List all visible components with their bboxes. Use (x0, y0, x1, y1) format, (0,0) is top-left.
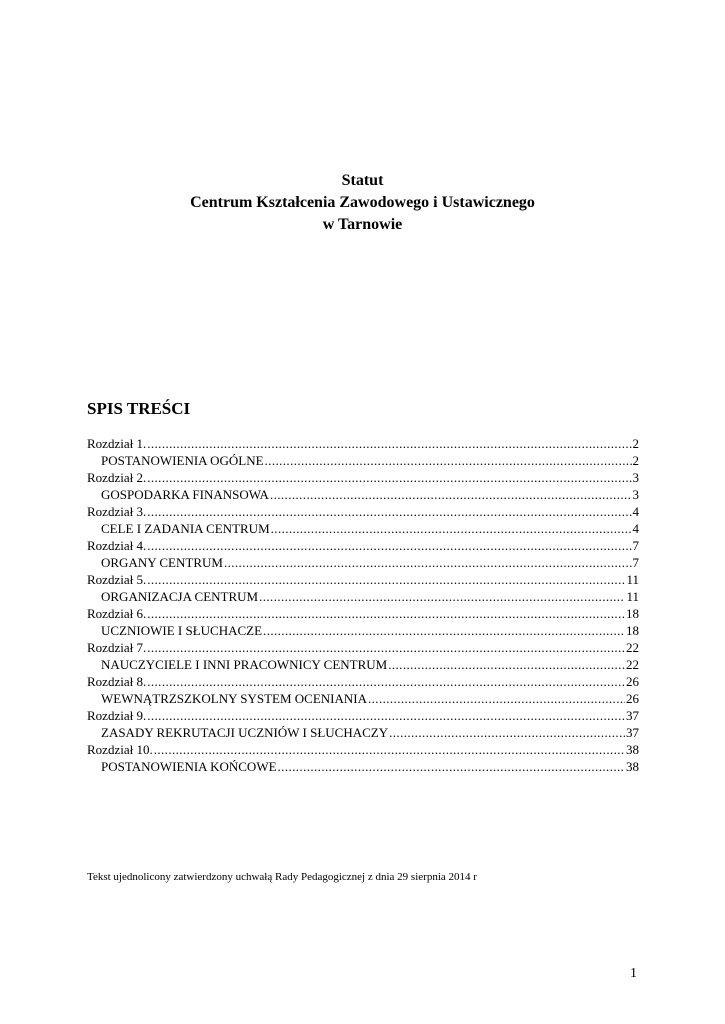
toc-entry-page: 22 (626, 640, 639, 655)
toc-entry-label: Rozdział 8. (87, 674, 147, 689)
toc-entry-label: Rozdział 1. (87, 436, 147, 451)
toc-dot-leader (147, 571, 625, 588)
toc-entry-page: 38 (626, 759, 639, 774)
toc-entry-page: 26 (626, 674, 639, 689)
toc-entry-label: Rozdział 4. (87, 538, 147, 553)
toc-entry-label: ORGANIZACJA CENTRUM (101, 589, 259, 604)
toc-entry-page: 18 (626, 623, 639, 638)
toc-entry-postanowienia-koncowe[interactable] (87, 758, 639, 775)
toc-entry-label: ZASADY REKRUTACJI UCZNIÓW I SŁUCHACZY (101, 725, 389, 740)
toc-dot-leader (265, 452, 632, 469)
toc-dot-leader (147, 537, 631, 554)
toc-dot-leader (388, 656, 625, 673)
toc-dot-leader (263, 622, 625, 639)
toc-entry-page: 2 (632, 453, 639, 468)
toc-entry-chapter-2[interactable] (87, 469, 639, 486)
toc-entry-gospodarka-finansowa[interactable] (87, 486, 639, 503)
toc-heading: SPIS TREŚCI (87, 399, 191, 418)
toc-entry-label: GOSPODARKA FINANSOWA (101, 487, 269, 502)
toc-entry-page: 37 (626, 725, 639, 740)
toc-entry-chapter-8[interactable] (87, 673, 639, 690)
toc-dot-leader (147, 707, 625, 724)
toc-entry-organizacja-centrum[interactable] (87, 588, 639, 605)
toc-entry-chapter-5[interactable] (87, 571, 639, 588)
toc-dot-leader (147, 673, 625, 690)
toc-entry-chapter-6[interactable] (87, 605, 639, 622)
toc-entry-organy-centrum[interactable] (87, 554, 639, 571)
toc-entry-label: POSTANOWIENIA KOŃCOWE (101, 759, 277, 774)
toc-entry-page: 18 (626, 606, 639, 621)
toc-dot-leader (147, 605, 625, 622)
toc-entry-page: 4 (632, 504, 639, 519)
toc-dot-leader (270, 486, 632, 503)
toc-entry-zasady-rekrutacji[interactable] (87, 724, 639, 741)
toc-entry-postanowienia-ogolne[interactable] (87, 452, 639, 469)
toc-dot-leader (368, 690, 625, 707)
toc-entry-page: 22 (626, 657, 639, 672)
title-line-statut: Statut (341, 172, 384, 189)
toc-entry-page: 37 (626, 708, 639, 723)
toc-entry-label: POSTANOWIENIA OGÓLNE (101, 453, 264, 468)
toc-entry-label: Rozdział 6. (87, 606, 147, 621)
title-line-institution: Centrum Kształcenia Zawodowego i Ustawicznego (190, 194, 535, 211)
toc-entry-page: 7 (632, 555, 639, 570)
toc-entry-page: 38 (626, 742, 639, 757)
toc-entry-label: UCZNIOWIE I SŁUCHACZE (101, 623, 263, 638)
approval-note: Tekst ujednolicony zatwierdzony uchwałą Rady Pedagogicznej z dnia 29 sierpnia 2014 r (87, 871, 477, 883)
page-number: 1 (630, 966, 637, 981)
table-of-contents (87, 435, 639, 775)
toc-dot-leader (224, 554, 632, 571)
toc-dot-leader (154, 741, 625, 758)
toc-entry-cele-i-zadania[interactable] (87, 520, 639, 537)
toc-dot-leader (389, 724, 625, 741)
toc-entry-label: Rozdział 3. (87, 504, 147, 519)
toc-entry-label: Rozdział 7. (87, 640, 147, 655)
toc-entry-page: 4 (632, 521, 639, 536)
toc-dot-leader (147, 469, 631, 486)
toc-entry-chapter-1[interactable] (87, 435, 639, 452)
toc-entry-label: WEWNĄTRZSZKOLNY SYSTEM OCENIANIA (101, 691, 367, 706)
toc-entry-page: 11 (626, 572, 639, 587)
toc-entry-label: NAUCZYCIELE I INNI PRACOWNICY CENTRUM (101, 657, 388, 672)
toc-dot-leader (271, 520, 632, 537)
toc-entry-page: 26 (626, 691, 639, 706)
toc-entry-label: CELE I ZADANIA CENTRUM (101, 521, 270, 536)
toc-dot-leader (147, 435, 631, 452)
title-line-city: w Tarnowie (322, 216, 403, 233)
toc-entry-label: Rozdział 5. (87, 572, 147, 587)
toc-entry-label: Rozdział 9. (87, 708, 147, 723)
toc-entry-uczniowie-i-sluchacze[interactable] (87, 622, 639, 639)
toc-entry-chapter-7[interactable] (87, 639, 639, 656)
toc-dot-leader (259, 588, 625, 605)
toc-entry-page: 7 (632, 538, 639, 553)
toc-entry-chapter-4[interactable] (87, 537, 639, 554)
toc-dot-leader (147, 503, 631, 520)
toc-entry-nauczyciele[interactable] (87, 656, 639, 673)
toc-entry-chapter-9[interactable] (87, 707, 639, 724)
toc-entry-chapter-10[interactable] (87, 741, 639, 758)
toc-entry-label: Rozdział 2. (87, 470, 147, 485)
toc-entry-label: ORGANY CENTRUM (101, 555, 223, 570)
toc-entry-page: 11 (626, 589, 639, 604)
toc-dot-leader (278, 758, 625, 775)
toc-entry-page: 2 (632, 436, 639, 451)
toc-dot-leader (147, 639, 625, 656)
toc-entry-chapter-3[interactable] (87, 503, 639, 520)
toc-entry-page: 3 (632, 470, 639, 485)
toc-entry-label: Rozdział 10. (87, 742, 153, 757)
toc-entry-system-oceniania[interactable] (87, 690, 639, 707)
document-title (0, 170, 725, 236)
toc-entry-page: 3 (632, 487, 639, 502)
